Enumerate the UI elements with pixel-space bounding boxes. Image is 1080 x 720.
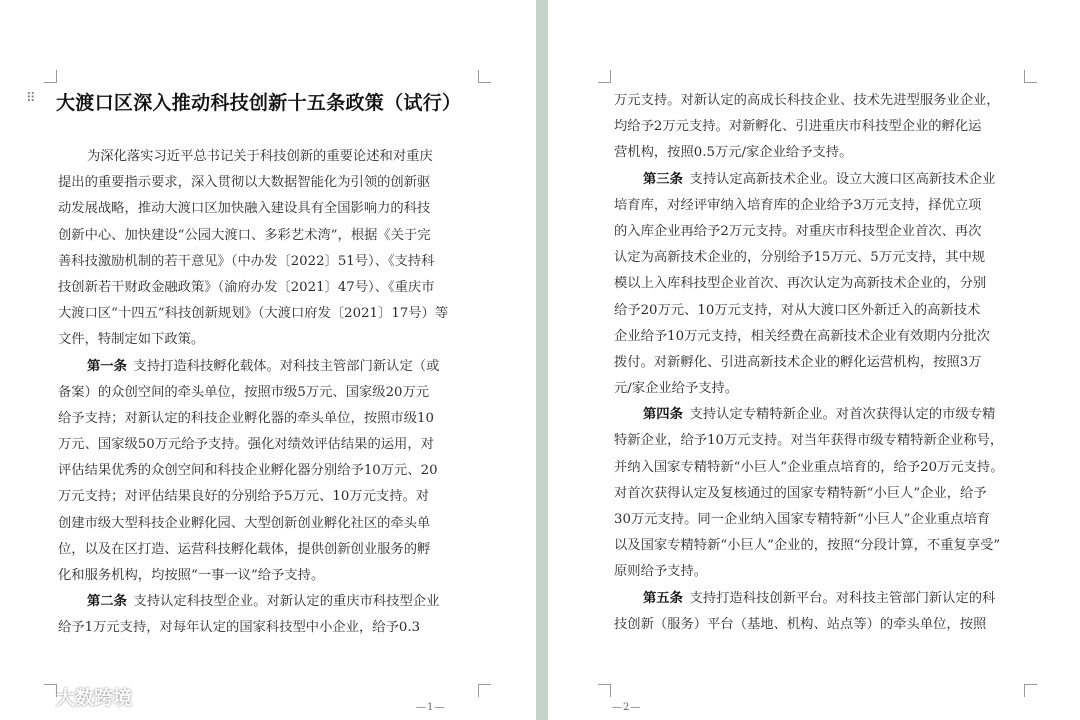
line-text: 培育库，对经评审纳入培育库的企业给予3万元支持，择优立项	[614, 197, 982, 213]
crop-mark	[478, 70, 491, 83]
line-text: 支持打造科技孵化载体。对科技主管部门新认定（或	[133, 358, 440, 374]
text-line	[58, 484, 470, 510]
text-line	[58, 458, 470, 484]
text-line	[614, 376, 1027, 402]
text-line	[58, 432, 470, 458]
crop-mark	[598, 70, 611, 83]
text-line	[58, 380, 470, 406]
page-body	[614, 88, 1027, 638]
line-text: 创建市级大型科技企业孵化园、大型创新创业孵化社区的牵头单	[58, 515, 431, 531]
document-title: 大渡口区深入推动科技创新十五条政策（试行）	[56, 92, 462, 114]
line-text: 以及国家专精特新“小巨人”企业的，按照“分段计算，不重复享受”	[614, 538, 1001, 554]
line-text: 善科技激励机制的若干意见》（中办发〔2022〕51号）、《支持科	[58, 253, 435, 269]
line-text: 支持打造科技创新平台。对科技主管部门新认定的科	[689, 590, 996, 606]
line-text: 特新企业，给予10万元支持。对当年获得市级专精特新企业称号，	[614, 433, 1004, 449]
line-text: 给予1万元支持，对每年认定的国家科技型中小企业，给予0.3	[58, 620, 421, 636]
line-text: 给予支持；对新认定的科技企业孵化器的牵头单位，按照市级10	[58, 410, 434, 426]
text-line	[614, 140, 1027, 166]
line-text: 对首次获得认定及复核通过的国家专精特新“小巨人”企业，给予	[614, 485, 987, 501]
line-text: 元/家企业给予支持。	[614, 381, 739, 397]
text-line	[58, 144, 470, 170]
article-label: 第四条	[643, 407, 683, 423]
line-text: 支持认定专精特新企业。对首次获得认定的市级专精	[689, 407, 996, 423]
text-line	[614, 245, 1027, 271]
page-number: —2—	[612, 702, 642, 713]
text-line	[614, 612, 1027, 638]
line-text: 30万元支持。同一企业纳入国家专精特新“小巨人”企业重点培育	[614, 512, 991, 527]
text-line	[614, 324, 1027, 350]
text-line	[614, 507, 1027, 533]
text-line	[58, 354, 470, 380]
line-text: 为深化落实习近平总书记关于科技创新的重要论述和对重庆	[87, 149, 433, 164]
line-text: 均给予2万元支持。对新孵化、引进重庆市科技型企业的孵化运	[614, 119, 982, 135]
crop-mark	[44, 70, 57, 83]
line-text: 营机构，按照0.5万元/家企业给予支持。	[614, 145, 853, 161]
page-body	[58, 144, 470, 642]
line-text: 万元支持。对新认定的高成长科技企业、技术先进型服务业企业，	[614, 93, 1000, 108]
line-text: 支持认定高新技术企业。设立大渡口区高新技术企业	[689, 171, 996, 187]
line-text: 技创新若干财政金融政策》（渝府办发〔2021〕47号）、《重庆市	[58, 279, 435, 295]
text-line	[614, 586, 1027, 612]
line-text: 大渡口区“十四五”科技创新规划》（大渡口府发〔2021〕17号）等	[58, 306, 449, 322]
line-text: 创新中心、加快建设“公园大渡口、多彩艺术湾”，根据《关于完	[58, 227, 431, 243]
article-label: 第一条	[87, 358, 127, 374]
text-line	[58, 196, 470, 222]
text-line	[58, 615, 470, 641]
line-text: 位，以及在区打造、运营科技孵化载体，提供创新创业服务的孵	[58, 541, 431, 557]
line-text: 原则给予支持。	[614, 564, 708, 580]
line-text: 备案）的众创空间的牵头单位，按照市级5万元、国家级20万元	[58, 384, 430, 400]
text-line	[614, 219, 1027, 245]
line-text: 的入库企业再给予2万元支持。对重庆市科技型企业首次、再次	[614, 223, 982, 239]
line-text: 评估结果优秀的众创空间和科技企业孵化器分别给予10万元、20	[58, 463, 438, 479]
text-line	[58, 275, 470, 301]
crop-mark	[598, 684, 611, 697]
line-text: 模以上入库科技型企业首次、再次认定为高新技术企业的，分别	[614, 276, 987, 292]
text-line	[58, 511, 470, 537]
text-line	[614, 350, 1027, 376]
text-line	[614, 298, 1027, 324]
line-text: 支持认定科技型企业。对新认定的重庆市科技型企业	[133, 594, 440, 610]
drag-handle-icon[interactable]: ⠿	[26, 91, 35, 106]
text-line	[614, 455, 1027, 481]
text-line	[614, 167, 1027, 193]
line-text: 拨付。对新孵化、引进高新技术企业的孵化运营机构，按照3万	[614, 354, 982, 370]
text-line	[58, 563, 470, 589]
article-label: 第二条	[87, 594, 127, 610]
line-text: 技创新（服务）平台（基地、机构、站点等）的牵头单位，按照	[614, 616, 987, 632]
text-line	[614, 533, 1027, 559]
line-text: 给予20万元、10万元支持，对从大渡口区外新迁入的高新技术	[614, 302, 981, 318]
text-line	[614, 88, 1027, 114]
text-line	[58, 537, 470, 563]
text-line	[58, 301, 470, 327]
text-line	[614, 193, 1027, 219]
text-line	[614, 271, 1027, 297]
crop-mark	[1024, 70, 1037, 83]
line-text: 动发展战略，推动大渡口区加快融入建设具有全国影响力的科技	[58, 201, 431, 217]
crop-mark	[1024, 684, 1037, 697]
article-label: 第三条	[643, 171, 683, 187]
line-text: 企业给予10万元支持，相关经费在高新技术企业有效期内分批次	[614, 328, 990, 344]
page-number: —1—	[416, 702, 446, 713]
watermark-text: 大数跨境	[56, 687, 133, 709]
watermark-logo-icon	[8, 685, 52, 709]
line-text: 化和服务机构，均按照“一事一议”给予支持。	[58, 568, 325, 583]
text-line	[58, 223, 470, 249]
document-page-2	[548, 0, 1080, 720]
crop-mark	[478, 684, 491, 697]
article-label: 第五条	[643, 590, 683, 606]
text-line	[614, 402, 1027, 428]
text-line	[614, 481, 1027, 507]
document-page-1	[0, 0, 536, 720]
line-text: 提出的重要指示要求，深入贯彻以大数据智能化为引领的创新驱	[58, 175, 431, 191]
line-text: 文件，特制定如下政策。	[58, 332, 205, 348]
text-line	[58, 406, 470, 432]
text-line	[614, 559, 1027, 585]
text-line	[614, 428, 1027, 454]
line-text: 认定为高新技术企业的，分别给予15万元、5万元支持，其中规	[614, 250, 986, 266]
text-line	[58, 327, 470, 353]
text-line	[58, 589, 470, 615]
text-line	[58, 249, 470, 275]
line-text: 万元、国家级50万元给予支持。强化对绩效评估结果的运用，对	[58, 437, 434, 453]
text-line	[614, 114, 1027, 140]
text-line	[58, 170, 470, 196]
watermark	[8, 683, 132, 710]
line-text: 万元支持；对评估结果良好的分别给予5万元、10万元支持。对	[58, 489, 430, 505]
line-text: 并纳入国家专精特新“小巨人”企业重点培育的，给予20万元支持。	[614, 459, 1004, 475]
